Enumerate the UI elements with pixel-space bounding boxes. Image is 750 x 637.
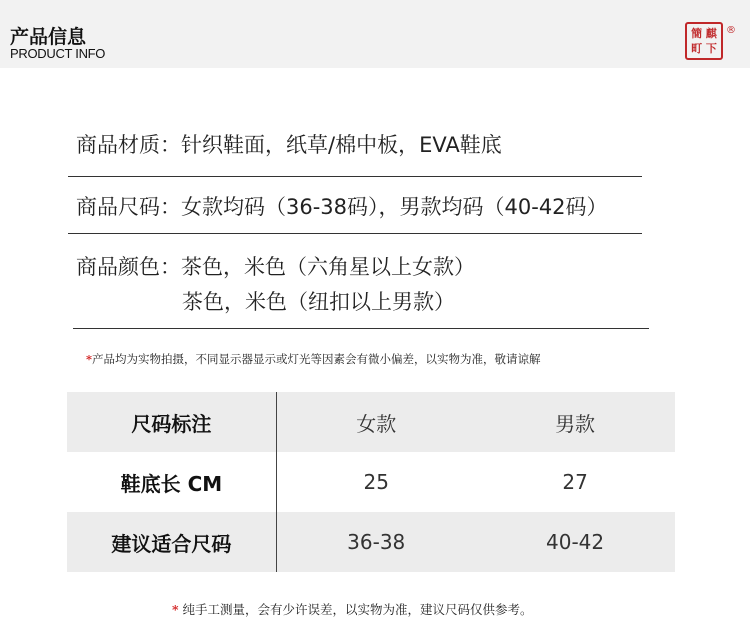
table-row [67,452,675,512]
divider [73,328,649,329]
info-color-line1: 商品颜色：茶色，米色（六角星以上女款） [76,255,475,279]
section-subtitle: PRODUCT INFO [10,46,106,61]
table-row-label: 建议适合尺码 [67,512,276,572]
table-cell: 27 [476,452,675,512]
measurement-note [172,600,533,618]
table-header-cell: 女款 [276,392,475,452]
info-color-line2: 茶色，米色（纽扣以上男款） [182,290,455,314]
table-row-label: 鞋底长 CM [67,452,276,512]
measurement-text: 纯手工测量，会有少许误差，以实物为准，建议尺码仅供参考。 [178,602,533,617]
divider [68,176,642,177]
section-title: 产品信息 [10,26,87,48]
registered-mark: ® [726,25,736,36]
brand-seal-logo: 簡 麒 町 下 [685,22,723,60]
disclaimer-note [86,351,541,367]
table-cell: 36-38 [276,512,475,572]
size-table [67,392,675,572]
table-cell: 25 [276,452,475,512]
info-material: 商品材质：针织鞋面，纸草/棉中板，EVA鞋底 [76,133,502,157]
divider [68,233,642,234]
table-header-row [67,392,675,452]
asterisk-mark: * [172,602,179,617]
disclaimer-text: 产品均为实物拍摄，不同显示器显示或灯光等因素会有微小偏差，以实物为准，敬请谅解 [92,352,541,366]
table-header-cell: 男款 [476,392,675,452]
asterisk-mark: * [86,352,93,366]
table-header-cell: 尺码标注 [67,392,276,452]
table-cell: 40-42 [476,512,675,572]
info-size: 商品尺码：女款均码（36-38码），男款均码（40-42码） [76,195,608,219]
header-bar [0,0,750,68]
table-row [67,512,675,572]
